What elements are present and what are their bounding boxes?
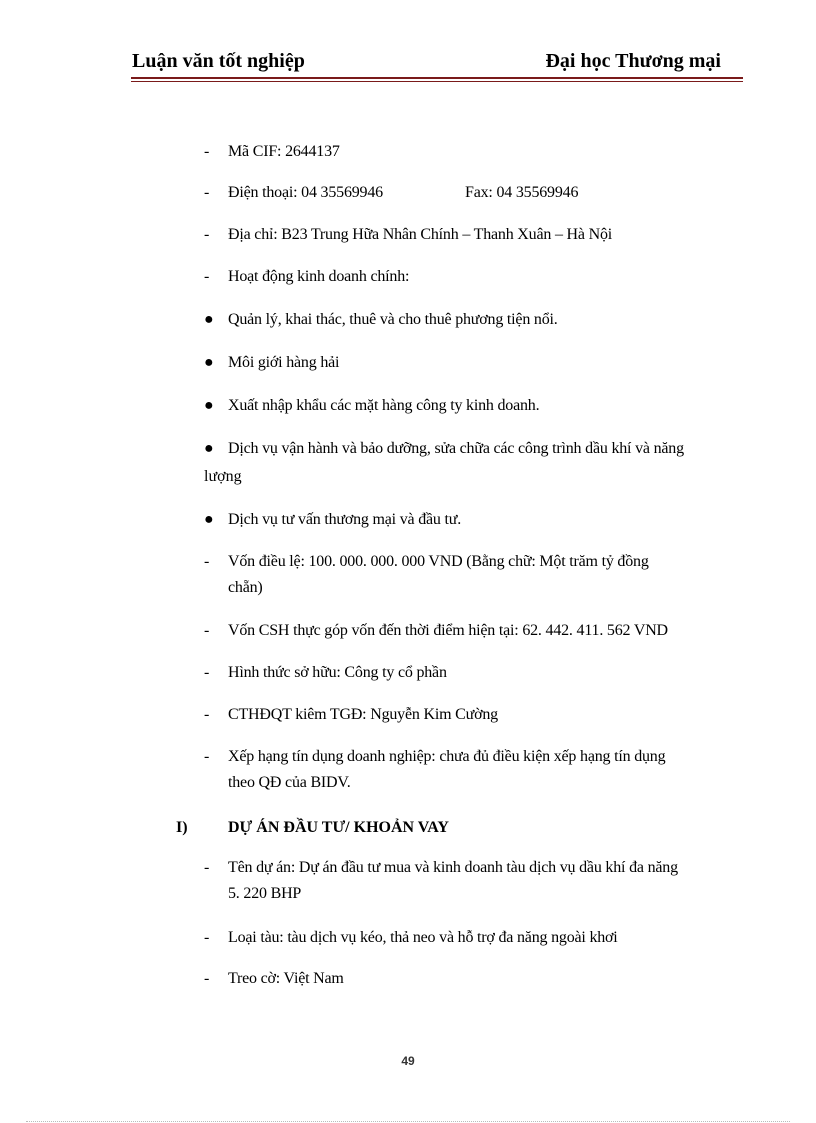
- bullet-marker: ●: [204, 311, 214, 328]
- item-text: Điện thoại: 04 35569946: [228, 184, 383, 201]
- list-item-cif: [204, 139, 741, 165]
- list-item-charter-capital: [204, 549, 741, 601]
- dash-marker: -: [204, 184, 210, 201]
- dash-marker: -: [204, 268, 210, 285]
- list-item-flag: [204, 966, 741, 992]
- item-text: Mã CIF: 2644137: [228, 143, 340, 160]
- dash-marker: -: [204, 226, 210, 243]
- list-item-equity: [204, 618, 741, 644]
- item-text-continuation: 5. 220 BHP: [228, 885, 302, 902]
- list-item-credit-rating: [204, 744, 741, 796]
- bullet-marker: ●: [204, 397, 214, 414]
- header-right-title: Đại học Thương mại: [545, 50, 721, 72]
- list-item-ownership: [204, 660, 741, 686]
- dash-marker: -: [204, 859, 210, 876]
- item-text-continuation: theo QĐ của BIDV.: [228, 774, 351, 791]
- dash-marker: -: [204, 706, 210, 723]
- list-item-project-name: [204, 855, 741, 907]
- item-text: Dịch vụ tư vấn thương mại và đầu tư.: [228, 511, 462, 528]
- item-text: Dịch vụ vận hành và bảo dưỡng, sửa chữa các công trình dầu khí và năng: [228, 440, 684, 457]
- bullet-marker: ●: [204, 440, 214, 457]
- page-number: 49: [401, 1054, 415, 1068]
- item-text: Địa chỉ: B23 Trung Hữa Nhân Chính – Thanh Xuân – Hà Nội: [228, 226, 613, 243]
- bullet-marker: ●: [204, 511, 214, 528]
- item-text: Treo cờ: Việt Nam: [228, 970, 344, 987]
- dash-marker: -: [204, 664, 210, 681]
- dash-marker: -: [204, 622, 210, 639]
- item-text: Tên dự án: Dự án đầu tư mua và kinh doanh tàu dịch vụ dầu khí đa năng: [228, 859, 678, 876]
- dash-marker: -: [204, 748, 210, 765]
- dash-marker: -: [204, 929, 210, 946]
- header-left-title: Luận văn tốt nghiệp: [132, 50, 305, 72]
- section-number: I): [176, 819, 188, 836]
- item-text: Môi giới hàng hải: [228, 354, 340, 371]
- list-item-business: [204, 264, 741, 290]
- dash-marker: -: [204, 553, 210, 570]
- item-text: Vốn điều lệ: 100. 000. 000. 000 VND (Bằng chữ: Một trăm tỷ đồng: [228, 553, 649, 570]
- fax-text: Fax: 04 35569946: [465, 184, 579, 201]
- dash-marker: -: [204, 970, 210, 987]
- bullet-item-management: [204, 307, 741, 333]
- item-text: Vốn CSH thực góp vốn đến thời điểm hiện tại: 62. 442. 411. 562 VND: [228, 622, 668, 639]
- item-text-continuation: chẵn): [228, 579, 263, 596]
- item-text: Loại tàu: tàu dịch vụ kéo, thả neo và hỗ trợ đa năng ngoài khơi: [228, 929, 618, 946]
- item-text: CTHĐQT kiêm TGĐ: Nguyễn Kim Cường: [228, 706, 498, 723]
- bullet-item-import-export: [204, 393, 741, 419]
- dash-marker: -: [204, 143, 210, 160]
- item-text: Quản lý, khai thác, thuê và cho thuê phương tiện nổi.: [228, 311, 558, 328]
- footer-divider: [26, 1121, 790, 1122]
- bullet-marker: ●: [204, 354, 214, 371]
- item-text: Hình thức sở hữu: Công ty cổ phần: [228, 664, 447, 681]
- list-item-address: [204, 222, 741, 248]
- item-text-continuation: lượng: [204, 468, 242, 485]
- section-title: DỰ ÁN ĐẦU TƯ/ KHOẢN VAY: [228, 819, 449, 836]
- list-item-ship-type: [204, 925, 741, 951]
- item-text: Xuất nhập khẩu các mặt hàng công ty kinh doanh.: [228, 397, 540, 414]
- list-item-chairman: [204, 702, 741, 728]
- bullet-item-consulting: [204, 507, 741, 533]
- item-text: Hoạt động kinh doanh chính:: [228, 268, 410, 285]
- item-text: Xếp hạng tín dụng doanh nghiệp: chưa đủ điều kiện xếp hạng tín dụng: [228, 748, 666, 765]
- bullet-item-brokerage: [204, 350, 741, 376]
- bullet-item-operation: [204, 436, 741, 462]
